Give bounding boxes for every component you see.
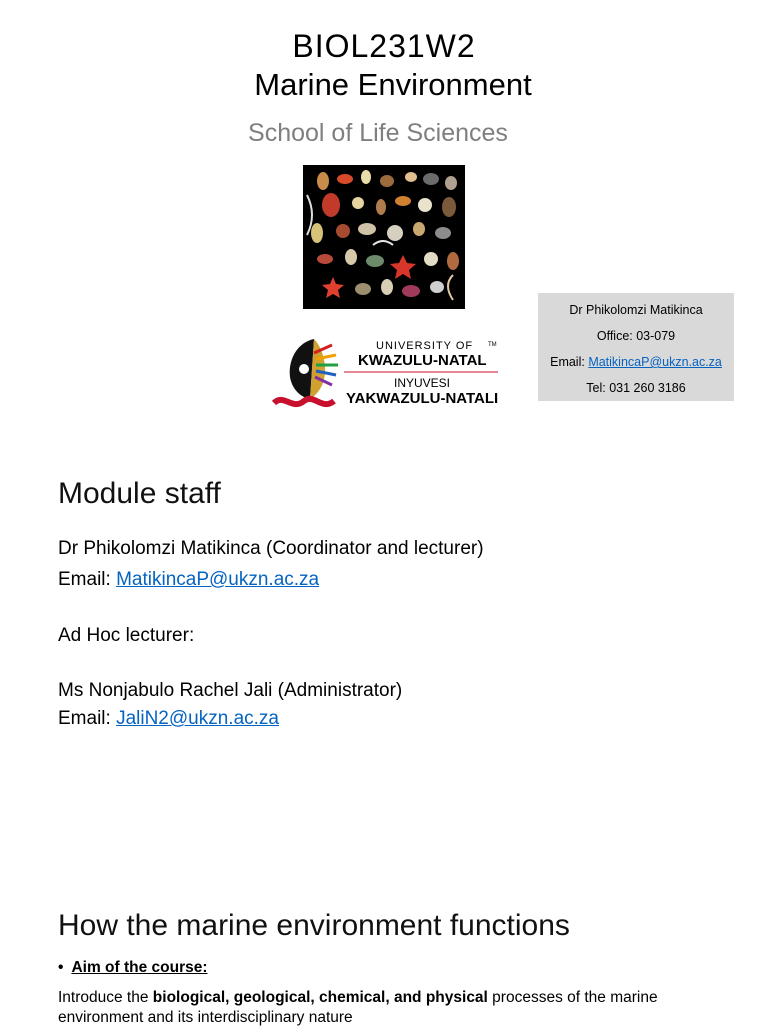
logo-line-4: YAKWAZULU-NATALI — [346, 390, 499, 407]
contact-card — [538, 293, 734, 401]
intro-suffix: processes of the marine — [487, 989, 658, 1006]
adhoc-lecturer-text: Ad Hoc lecturer: — [58, 625, 195, 646]
intro-prefix: Introduce the — [58, 989, 153, 1006]
administrator-text: Ms Nonjabulo Rachel Jali (Administrator) — [58, 680, 403, 701]
logo-line-2: KWAZULU-NATAL — [358, 352, 487, 369]
intro-text-line-1 — [58, 988, 658, 1008]
logo-line-1: UNIVERSITY OF — [376, 340, 474, 352]
coordinator-text: Dr Phikolomzi Matikinca (Coordinator and lecturer) — [58, 538, 484, 559]
administrator-email-label: Email: — [58, 708, 117, 729]
school-name: School of Life Sciences — [248, 119, 508, 147]
contact-name: Dr Phikolomzi Matikinca — [569, 303, 703, 317]
marine-creatures-collage-image — [303, 165, 465, 309]
coordinator-email-line — [58, 568, 319, 592]
logo-tm: TM — [488, 342, 497, 348]
administrator-email-line — [58, 707, 279, 731]
logo-line-3: INYUVESI — [394, 376, 451, 390]
contact-tel: Tel: 031 260 3186 — [586, 381, 686, 395]
ukzn-logo — [270, 333, 500, 413]
bullet-marker: • — [58, 959, 64, 976]
aim-bullet — [58, 958, 208, 978]
course-title: Marine Environment — [254, 67, 532, 102]
aim-label: Aim of the course: — [71, 959, 208, 976]
functions-heading: How the marine environment functions — [58, 909, 570, 942]
contact-office: Office: 03-079 — [596, 329, 676, 343]
coordinator-email-label: Email: — [58, 569, 117, 590]
contact-email-link[interactable]: MatikincaP@ukzn.ac.za — [588, 355, 722, 369]
ukzn-shield-emblem — [274, 339, 338, 404]
intro-bold: biological, geological, chemical, and physical — [152, 989, 488, 1006]
contact-email-label: Email: — [550, 355, 589, 369]
module-staff-heading: Module staff — [58, 477, 221, 510]
administrator-email-link[interactable]: JaliN2@ukzn.ac.za — [116, 708, 279, 729]
course-code: BIOL231W2 — [292, 28, 476, 64]
coordinator-email-link[interactable]: MatikincaP@ukzn.ac.za — [116, 569, 320, 590]
contact-email-line — [538, 354, 734, 370]
intro-text-line-2: environment and its interdisciplinary nature — [58, 1009, 353, 1026]
